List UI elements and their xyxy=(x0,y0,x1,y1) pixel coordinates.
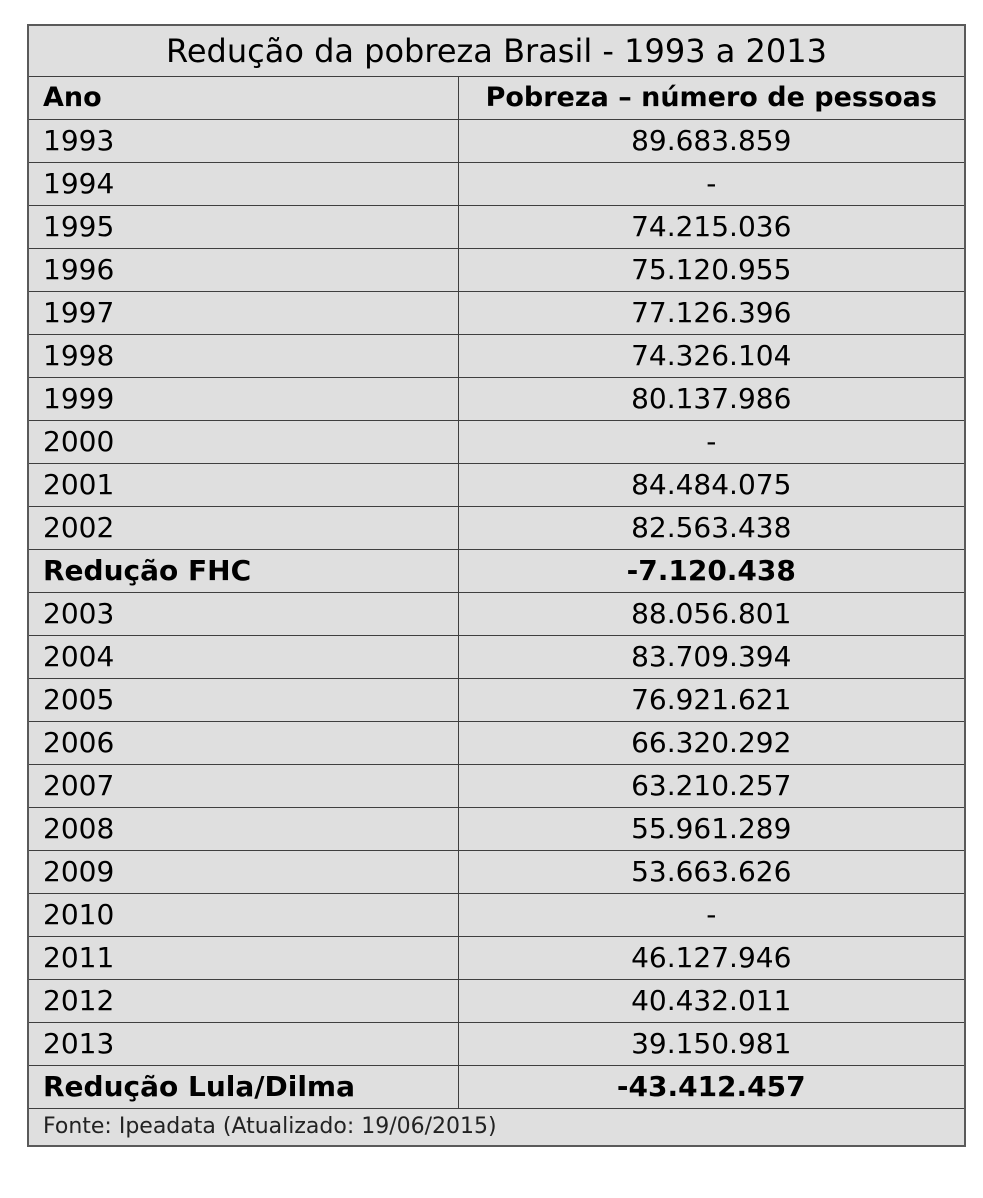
table-row xyxy=(28,420,965,463)
poverty-count-cell: 83.709.394 xyxy=(458,635,965,678)
summary-row xyxy=(28,549,965,592)
poverty-count-cell: 74.326.104 xyxy=(458,334,965,377)
table-row xyxy=(28,506,965,549)
title-row xyxy=(28,25,965,76)
year-cell: 2013 xyxy=(28,1022,458,1065)
table-row xyxy=(28,893,965,936)
poverty-count-cell: 76.921.621 xyxy=(458,678,965,721)
poverty-count-cell: 39.150.981 xyxy=(458,1022,965,1065)
year-cell: 1998 xyxy=(28,334,458,377)
poverty-count-cell: 40.432.011 xyxy=(458,979,965,1022)
table-row xyxy=(28,635,965,678)
poverty-count-cell: 66.320.292 xyxy=(458,721,965,764)
table-row xyxy=(28,936,965,979)
poverty-count-cell: 55.961.289 xyxy=(458,807,965,850)
table-row xyxy=(28,764,965,807)
summary-row xyxy=(28,1065,965,1108)
column-header-year: Ano xyxy=(28,76,458,119)
table-row xyxy=(28,291,965,334)
poverty-count-cell: 77.126.396 xyxy=(458,291,965,334)
summary-label: Redução Lula/Dilma xyxy=(28,1065,458,1108)
poverty-count-cell: 88.056.801 xyxy=(458,592,965,635)
poverty-count-cell: 53.663.626 xyxy=(458,850,965,893)
year-cell: 1995 xyxy=(28,205,458,248)
table-row xyxy=(28,119,965,162)
poverty-count-cell: - xyxy=(458,162,965,205)
year-cell: 2012 xyxy=(28,979,458,1022)
table-row xyxy=(28,678,965,721)
table-row xyxy=(28,979,965,1022)
year-cell: 2001 xyxy=(28,463,458,506)
summary-label: Redução FHC xyxy=(28,549,458,592)
poverty-count-cell: - xyxy=(458,420,965,463)
table-row xyxy=(28,162,965,205)
table-row xyxy=(28,807,965,850)
poverty-count-cell: 80.137.986 xyxy=(458,377,965,420)
poverty-table xyxy=(27,24,966,1147)
year-cell: 1996 xyxy=(28,248,458,291)
table-row xyxy=(28,592,965,635)
column-header-poverty: Pobreza – número de pessoas xyxy=(458,76,965,119)
year-cell: 2004 xyxy=(28,635,458,678)
poverty-count-cell: - xyxy=(458,893,965,936)
year-cell: 2006 xyxy=(28,721,458,764)
year-cell: 1994 xyxy=(28,162,458,205)
source-row xyxy=(28,1108,965,1146)
year-cell: 2005 xyxy=(28,678,458,721)
year-cell: 2011 xyxy=(28,936,458,979)
year-cell: 2000 xyxy=(28,420,458,463)
table-row xyxy=(28,334,965,377)
table-row xyxy=(28,721,965,764)
poverty-count-cell: 89.683.859 xyxy=(458,119,965,162)
poverty-count-cell: 74.215.036 xyxy=(458,205,965,248)
table-row xyxy=(28,205,965,248)
year-cell: 2007 xyxy=(28,764,458,807)
year-cell: 2003 xyxy=(28,592,458,635)
table-row xyxy=(28,248,965,291)
source-note: Fonte: Ipeadata (Atualizado: 19/06/2015) xyxy=(28,1108,965,1146)
poverty-count-cell: 46.127.946 xyxy=(458,936,965,979)
table-row xyxy=(28,850,965,893)
poverty-count-cell: 82.563.438 xyxy=(458,506,965,549)
year-cell: 2002 xyxy=(28,506,458,549)
year-cell: 2010 xyxy=(28,893,458,936)
table-title: Redução da pobreza Brasil - 1993 a 2013 xyxy=(28,25,965,76)
table-row xyxy=(28,1022,965,1065)
poverty-count-cell: 63.210.257 xyxy=(458,764,965,807)
header-row xyxy=(28,76,965,119)
year-cell: 2009 xyxy=(28,850,458,893)
year-cell: 1997 xyxy=(28,291,458,334)
table-row xyxy=(28,463,965,506)
year-cell: 1999 xyxy=(28,377,458,420)
summary-value: -43.412.457 xyxy=(458,1065,965,1108)
table-row xyxy=(28,377,965,420)
year-cell: 2008 xyxy=(28,807,458,850)
year-cell: 1993 xyxy=(28,119,458,162)
summary-value: -7.120.438 xyxy=(458,549,965,592)
poverty-count-cell: 84.484.075 xyxy=(458,463,965,506)
poverty-count-cell: 75.120.955 xyxy=(458,248,965,291)
